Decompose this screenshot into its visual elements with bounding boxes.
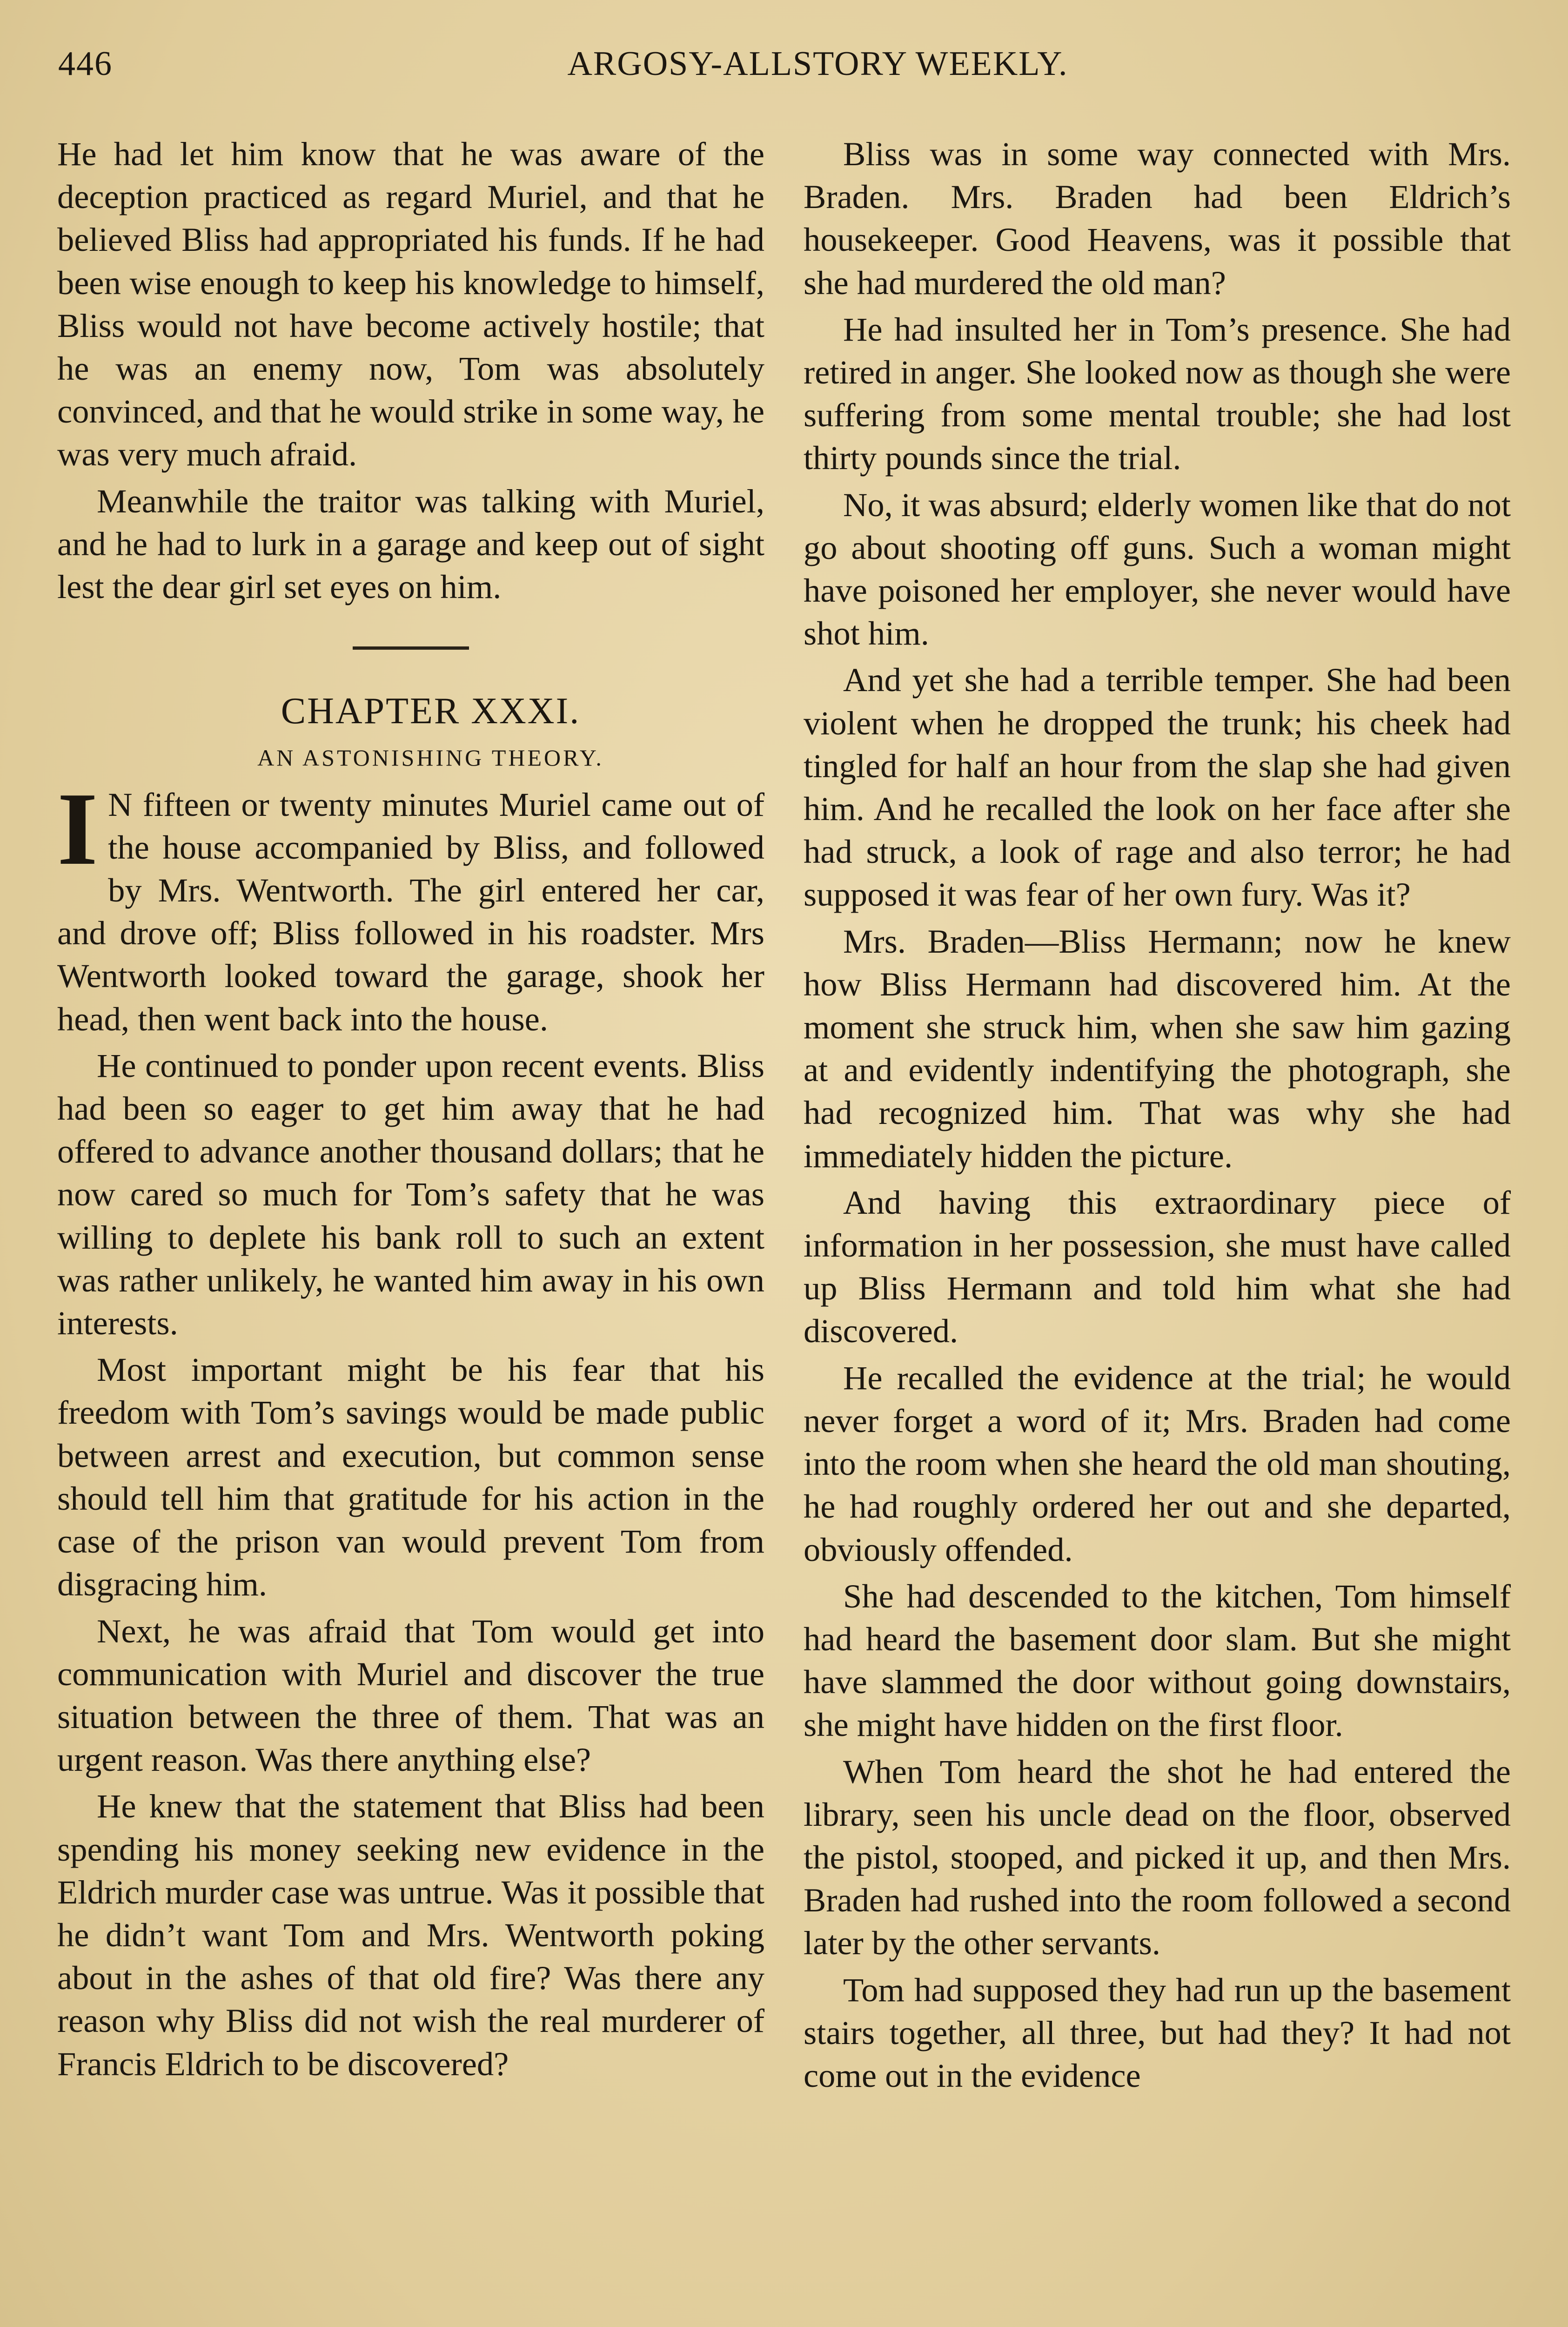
chapter-subtitle: AN ASTONISHING THEORY. [257, 745, 604, 771]
paragraph: Tom had supposed they had run up the basement stairs together, all three, but had they? It had not come out in the evidence [804, 1971, 1511, 2094]
paragraph: He knew that the statement that Bliss had been spending his money seeking new evidence in the Eldrich murder case was untrue. Was it possible that he didn’t want Tom and Mrs. Wentworth poking about in the ashes of that old fire? Was there any reason why Bliss did not wish the real murderer of Francis Eldrich to be discovered? [57, 1787, 764, 2083]
paragraph: When Tom heard the shot he had entered the library, seen his uncle dead on the floor, observed the pistol, stooped, and picked it up, and then Mrs. Braden had rushed into the room followed a second later by the other servants. [804, 1752, 1511, 1962]
page-number: 446 [58, 45, 113, 83]
paragraph: Bliss was in some way connected with Mrs. Braden. Mrs. Braden had been Eldrich’s housekeeper. Good Heavens, was it possible that she had murdered the old man? [804, 135, 1511, 302]
paragraph: She had descended to the kitchen, Tom himself had heard the basement door slam. But she might have slammed the door without going downstairs, she might have hidden on the first floor. [804, 1577, 1511, 1744]
page-header [58, 44, 1512, 95]
paragraph: Next, he was afraid that Tom would get into communication with Muriel and discover the true situation between the three of them. That was an urgent reason. Was there anything else? [57, 1612, 764, 1779]
opening-text: N fifteen or twenty minutes Muriel came out of the house accompanied by Bliss, and followed by Mrs. Wentworth. The girl entered her car, and drove off; Bliss followed in his roadster. Mrs Wentworth looked toward the garage, shook her head, then went back into the house. [57, 785, 764, 1038]
paragraph: He recalled the evidence at the trial; he would never forget a word of it; Mrs. Braden had come into the room when she heard the old man shouting, he had roughly ordered her out and she departed, obviously offended. [804, 1359, 1511, 1568]
paragraph: He had insulted her in Tom’s presence. She had retired in anger. She looked now as though she were suffering from some mental trouble; she had lost thirty pounds since the trial. [804, 310, 1511, 477]
paragraph: Mrs. Braden—Bliss Hermann; now he knew how Bliss Hermann had discovered him. At the moment she struck him, when she saw him gazing at and evidently indentifying the photograph, she had recognized him. That was why she had immediately hidden the picture. [804, 922, 1511, 1175]
paragraph: And yet she had a terrible temper. She had been violent when he dropped the trunk; his cheek had tingled for half an hour from the slap she had given him. And he recalled the look on her face after she had struck, a look of rage and also terror; he had supposed it was fear of her own fury. Was it? [804, 661, 1511, 914]
left-column [57, 133, 764, 2089]
paragraph: He had let him know that he was aware of the deception practiced as regard Muriel, and that he believed Bliss had appropriated his funds. If he had been wise enough to keep his knowledge to himself, Bliss would not have become actively hostile; that he was an enemy now, Tom was absolutely convinced, and that he would strike in some way, he was very much afraid. [57, 135, 764, 473]
running-title: ARGOSY-ALLSTORY WEEKLY. [567, 45, 1068, 83]
section-divider [353, 646, 469, 650]
paragraph: And having this extraordinary piece of information in her possession, she must have called up Bliss Hermann and told him what she had discovered. [804, 1183, 1511, 1350]
right-column [804, 133, 1511, 2101]
paragraph: Most important might be his fear that his freedom with Tom’s savings would be made public between arrest and execution, but common sense should tell him that gratitude for his action in the case of the prison van would prevent Tom from disgracing him. [57, 1351, 764, 1603]
paragraph: No, it was absurd; elderly women like that do not go about shooting off guns. Such a woman might have poisoned her employer, she never would have shot him. [804, 485, 1511, 652]
paragraph: He continued to ponder upon recent events. Bliss had been so eager to get him away that he had offered to advance another thousand dollars; that he now cared so much for Tom’s safety that he was willing to deplete his bank roll to such an extent was rather unlikely, he wanted him away in his own interests. [57, 1046, 764, 1342]
paragraph: Meanwhile the traitor was talking with Muriel, and he had to lurk in a garage and keep out of sight lest the dear girl set eyes on him. [57, 482, 764, 606]
chapter-title: CHAPTER XXXI. [281, 691, 581, 732]
drop-cap: I [57, 771, 98, 887]
chapter-opening-paragraph [57, 771, 764, 1041]
